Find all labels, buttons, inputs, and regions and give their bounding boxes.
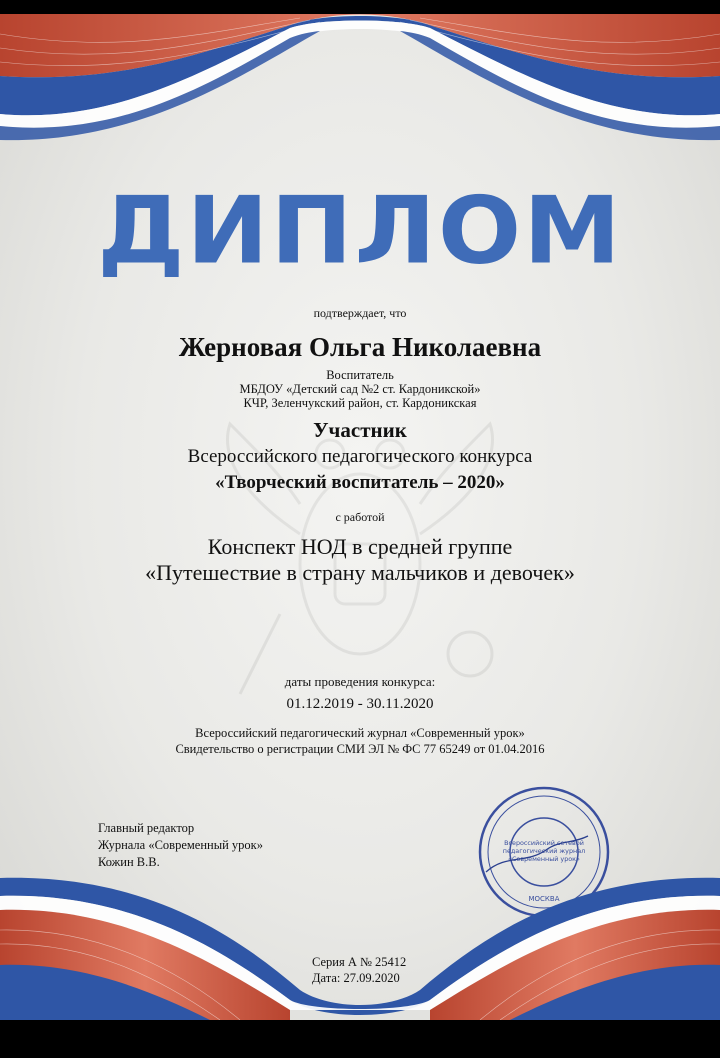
diploma-title: ДИПЛОМ — [97, 176, 623, 286]
issue-date: Дата: 27.09.2020 — [312, 971, 400, 985]
series-block — [312, 954, 406, 986]
top-ribbon-decoration — [0, 14, 720, 154]
chief-editor-block — [98, 820, 263, 871]
recipient-location: КЧР, Зеленчукский район, ст. Кардоникская — [243, 396, 477, 410]
bottom-ribbon-decoration — [0, 870, 720, 1020]
series-number: Серия А № 25412 — [312, 955, 407, 969]
registration-info: Свидетельство о регистрации СМИ ЭЛ № ФС 77 65249 от 01.04.2016 — [175, 742, 545, 756]
dates-value: 01.12.2019 - 30.11.2020 — [286, 696, 434, 712]
contest-name: «Творческий воспитатель – 2020» — [215, 472, 505, 493]
stamp-center-line-1: Всероссийский сетевой — [504, 839, 584, 847]
work-title-line-2: «Путешествие в страну мальчиков и девочек» — [145, 560, 575, 585]
diploma-sheet — [0, 14, 720, 1020]
editor-journal: Журнала «Современный урок» — [98, 838, 264, 852]
recipient-organization: МБДОУ «Детский сад №2 ст. Кардоникской» — [239, 382, 481, 396]
work-title-line-1: Конспект НОД в средней группе — [207, 534, 513, 559]
recipient-name: Жерновая Ольга Николаевна — [178, 332, 542, 362]
stamp-center-line-3: «Современный урок» — [508, 855, 580, 863]
participant-status: Участник — [313, 418, 407, 442]
editor-name: Кожин В.В. — [98, 855, 160, 869]
dates-label: даты проведения конкурса: — [284, 674, 436, 689]
confirms-text: подтверждает, что — [313, 306, 407, 320]
contest-kind: Всероссийского педагогического конкурса — [187, 446, 533, 467]
work-label: с работой — [335, 510, 385, 524]
journal-name: Всероссийский педагогический журнал «Современный урок» — [195, 726, 525, 740]
recipient-position: Воспитатель — [326, 368, 394, 382]
stamp-center-line-2: педагогический журнал — [502, 847, 586, 855]
stamp-city: МОСКВА — [528, 895, 560, 903]
editor-title: Главный редактор — [98, 821, 195, 835]
